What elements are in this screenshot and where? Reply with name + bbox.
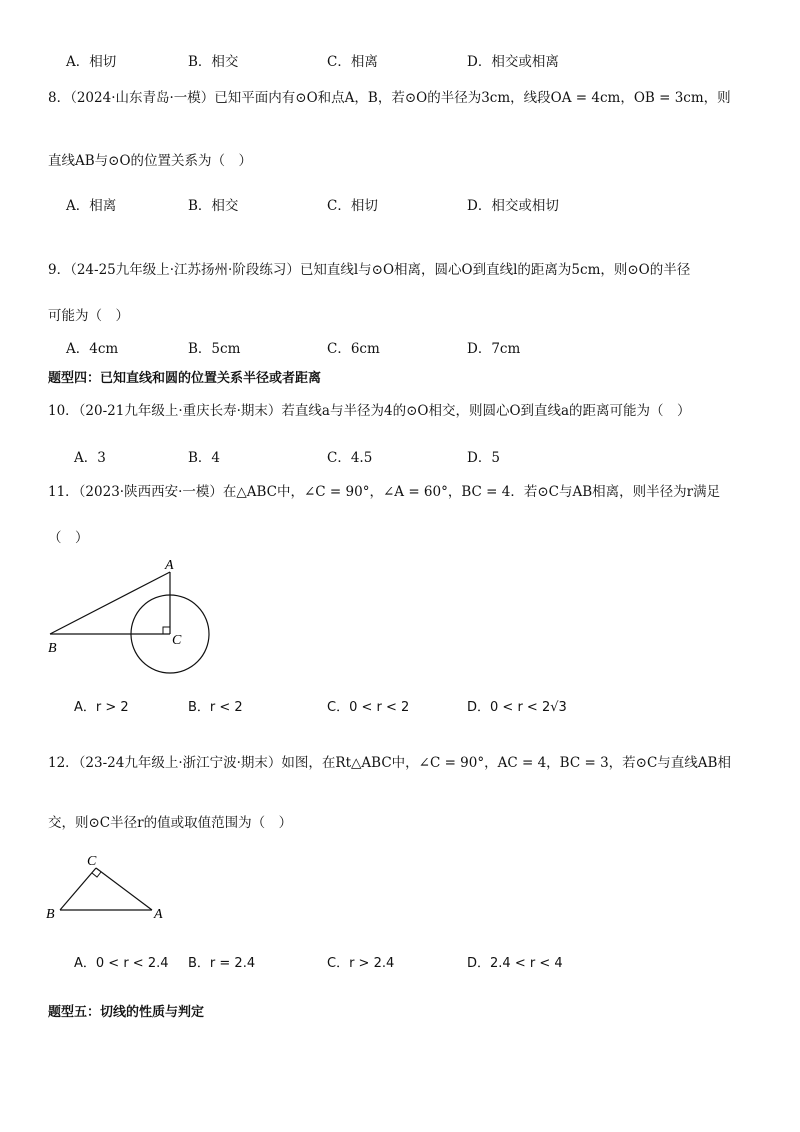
- q11-option-c: C．0 < r < 2: [327, 700, 410, 715]
- q11-stem-line1: 11．（2023·陕西西安·一模）在△ABC中，∠C = 90°，∠A = 60°，BC = 4．若⊙C与AB相离，则半径为r满足: [48, 484, 721, 500]
- q8-option-d: D．相交或相切: [467, 198, 559, 214]
- label-a: A: [165, 558, 174, 573]
- q9-stem-line1: 9．（24-25九年级上·江苏扬州·阶段练习）已知直线l与⊙O相离，圆心O到直线l的距离为5cm，则⊙O的半径: [48, 262, 691, 278]
- q12-option-b: B．r = 2.4: [188, 956, 256, 971]
- q8-option-a: A．相离: [66, 198, 117, 214]
- q12-stem-line2: 交，则⊙C半径r的值或取值范围为（ ）: [48, 815, 293, 831]
- q7-option-d: D．相交或相离: [467, 54, 559, 70]
- q10-option-b: B．4: [188, 450, 221, 466]
- q11-figure: [40, 552, 230, 682]
- q9-option-b: B．5cm: [188, 341, 241, 357]
- segment-ab: [50, 572, 170, 634]
- label-b: B: [46, 907, 55, 922]
- label-a: A: [154, 907, 163, 922]
- section-5-heading: 题型五：切线的性质与判定: [48, 1005, 205, 1020]
- label-c: C: [172, 633, 182, 648]
- q11-stem-line2: （ ）: [48, 530, 89, 546]
- q11-option-a: A．r > 2: [74, 700, 129, 715]
- q7-option-b: B．相交: [188, 54, 239, 70]
- q9-option-c: C．6cm: [327, 341, 380, 357]
- q10-stem: 10．（20-21九年级上·重庆长寿·期末）若直线a与半径为4的⊙O相交，则圆心O到直线a的距离可能为（ ）: [48, 403, 691, 419]
- right-angle-mark: [163, 627, 170, 634]
- q12-figure: [40, 848, 180, 928]
- q11-option-b: B．r < 2: [188, 700, 243, 715]
- q11-option-d: D．0 < r < 2√3: [467, 700, 567, 715]
- q8-option-c: C．相切: [327, 198, 378, 214]
- q12-option-a: A．0 < r < 2.4: [74, 956, 169, 971]
- q8-option-b: B．相交: [188, 198, 239, 214]
- q8-stem-line2: 直线AB与⊙O的位置关系为（ ）: [48, 153, 253, 169]
- q10-option-d: D．5: [467, 450, 500, 466]
- q8-stem-line1: 8．（2024·山东青岛·一模）已知平面内有⊙O和点A，B，若⊙O的半径为3cm，线段OA = 4cm，OB = 3cm，则: [48, 90, 731, 106]
- label-b: B: [48, 641, 57, 656]
- q12-option-d: D．2.4 < r < 4: [467, 956, 563, 971]
- segment-bc: [60, 868, 96, 910]
- q9-option-a: A．4cm: [66, 341, 119, 357]
- q7-option-c: C．相离: [327, 54, 378, 70]
- q12-option-c: C．r > 2.4: [327, 956, 395, 971]
- q12-stem-line1: 12．（23-24九年级上·浙江宁波·期末）如图，在Rt△ABC中，∠C = 90°，AC = 4，BC = 3，若⊙C与直线AB相: [48, 755, 731, 771]
- q10-option-a: A．3: [74, 450, 106, 466]
- q10-option-c: C．4.5: [327, 450, 373, 466]
- segment-ca: [96, 868, 152, 910]
- section-4-heading: 题型四：已知直线和圆的位置关系半径或者距离: [48, 371, 322, 386]
- q9-option-d: D．7cm: [467, 341, 521, 357]
- label-c: C: [87, 854, 97, 869]
- right-angle-mark: [92, 872, 101, 877]
- q7-option-a: A．相切: [66, 54, 117, 70]
- q9-stem-line2: 可能为（ ）: [48, 308, 129, 324]
